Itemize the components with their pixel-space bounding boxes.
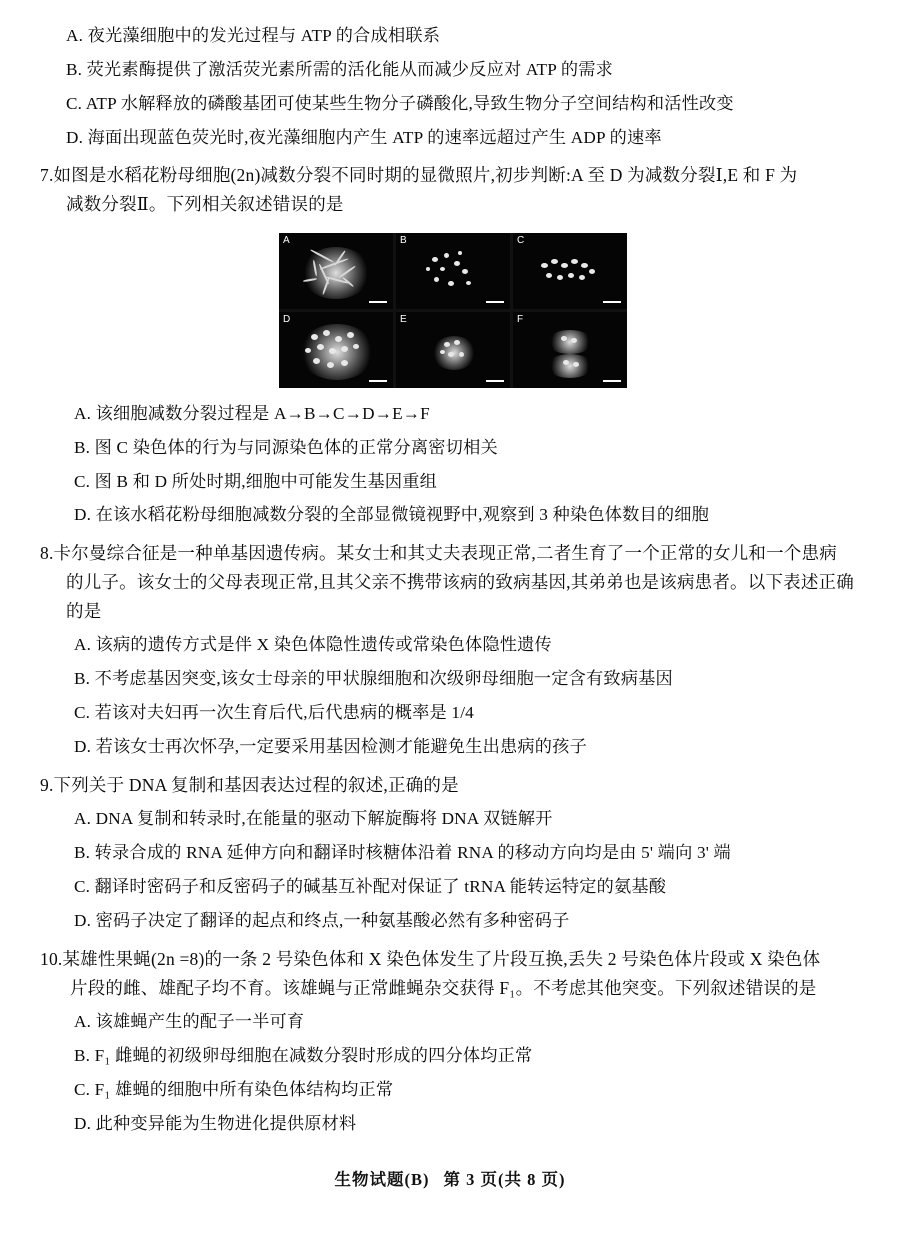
question-8-option-a: A. 该病的遗传方式是伴 X 染色体隐性遗传或常染色体隐性遗传 [74, 635, 552, 655]
panel-label: C [517, 234, 525, 246]
question-8-stem-line-1 [40, 539, 866, 568]
question-9-stem-text-1: 下列关于 DNA 复制和基因表达过程的叙述,正确的是 [53, 774, 459, 795]
question-10-stem-line-2: 片段的雌、雄配子均不育。该雄蝇与正常雌蝇杂交获得 F₁。不考虑其他突变。下列叙述错误的是 [70, 977, 817, 998]
question-7 [40, 161, 866, 529]
question-8-option-b: B. 不考虑基因突变,该女士母亲的甲状腺细胞和次级卵母细胞一定含有致病基因 [74, 669, 673, 689]
option-item: A. 夜光藻细胞中的发光过程与 ATP 的合成相联系 [66, 26, 441, 45]
micrograph-panel-d [279, 312, 393, 388]
question-10 [40, 945, 866, 1138]
option-item: D. 海面出现蓝色荧光时,夜光藻细胞内产生 ATP 的速率远超过产生 ADP 的速率 [66, 127, 662, 147]
micrograph-panel-b [396, 233, 510, 309]
panel-label: F [517, 313, 524, 325]
question-8 [40, 539, 866, 761]
question-10-option-d: D. 此种变异能为生物进化提供原材料 [74, 1113, 357, 1133]
question-9-option-c: C. 翻译时密码子和反密码子的碱基互补配对保证了 tRNA 能转运特定的氨基酸 [74, 877, 667, 897]
scale-bar [603, 380, 621, 382]
page-footer [0, 1166, 900, 1190]
scale-bar [369, 380, 387, 382]
question-9-stem-line-1 [40, 771, 866, 800]
question-8-stem-text-1: 卡尔曼综合征是一种单基因遗传病。某女士和其丈夫表现正常,二者生育了一个正常的女儿和一个患病 [53, 543, 837, 564]
question-7-stem-line-2: 减数分裂Ⅱ。下列相关叙述错误的是 [66, 194, 344, 215]
scale-bar [486, 301, 504, 303]
question-9-number: 9. [40, 774, 54, 795]
question-7-stem-line-1 [40, 161, 866, 190]
question-9 [40, 771, 866, 935]
question-7-stem-text-1: 如图是水稻花粉母细胞(2n)减数分裂不同时期的显微照片,初步判断:A 至 D 为减数分裂Ⅰ,E 和 F 为 [53, 165, 798, 186]
panel-label: A [283, 234, 290, 246]
carryover-options-block [40, 22, 866, 151]
question-10-option-c: C. F₁ 雄蝇的细胞中所有染色体结构均正常 [74, 1079, 394, 1099]
question-7-option-c: C. 图 B 和 D 所处时期,细胞中可能发生基因重组 [74, 471, 438, 491]
footer-page-number: 第 3 页(共 8 页) [443, 1170, 566, 1189]
option-item: C. ATP 水解释放的磷酸基团可使某些生物分子磷酸化,导致生物分子空间结构和活性改变 [66, 93, 734, 113]
panel-label: D [283, 313, 291, 325]
question-7-number: 7. [40, 165, 54, 186]
page-content [40, 22, 866, 1144]
scale-bar [486, 380, 504, 382]
question-9-option-d: D. 密码子决定了翻译的起点和终点,一种氨基酸必然有多种密码子 [74, 911, 570, 931]
option-item: B. 荧光素酶提供了激活荧光素所需的活化能从而减少反应对 ATP 的需求 [66, 59, 614, 79]
micrograph-figure [40, 233, 866, 388]
question-8-number: 8. [40, 543, 54, 564]
question-10-stem-line-1 [40, 945, 866, 974]
question-10-option-a: A. 该雄蝇产生的配子一半可育 [74, 1012, 305, 1032]
question-10-stem-text-1: 某雄性果蝇(2n =8)的一条 2 号染色体和 X 染色体发生了片段互换,丢失 2 号染色体片段或 X 染色体 [62, 948, 821, 969]
question-7-option-d: D. 在该水稻花粉母细胞减数分裂的全部显微镜视野中,观察到 3 种染色体数目的细胞 [74, 505, 710, 525]
question-9-option-b: B. 转录合成的 RNA 延伸方向和翻译时核糖体沿着 RNA 的移动方向均是由 5' 端向 3' 端 [74, 843, 731, 863]
micrograph-panel-c [513, 233, 627, 309]
question-7-option-a: A. 该细胞减数分裂过程是 A→B→C→D→E→F [74, 403, 430, 423]
scale-bar [369, 301, 387, 303]
question-8-stem-line-3: 的是 [66, 600, 102, 621]
micrograph-grid [279, 233, 627, 388]
micrograph-panel-e [396, 312, 510, 388]
question-8-option-c: C. 若该对夫妇再一次生育后代,后代患病的概率是 1/4 [74, 703, 474, 723]
question-8-option-d: D. 若该女士再次怀孕,一定要采用基因检测才能避免生出患病的孩子 [74, 736, 587, 756]
footer-subject: 生物试题(B) [334, 1170, 430, 1189]
panel-label: B [400, 234, 407, 246]
scale-bar [603, 301, 621, 303]
panel-label: E [400, 313, 407, 325]
micrograph-panel-f [513, 312, 627, 388]
question-7-option-b: B. 图 C 染色体的行为与同源染色体的正常分离密切相关 [74, 437, 498, 457]
question-8-stem-line-2: 的儿子。该女士的父母表现正常,且其父亲不携带该病的致病基因,其弟弟也是该病患者。以下表述正确 [66, 571, 854, 592]
question-10-option-b: B. F₁ 雌蝇的初级卵母细胞在减数分裂时形成的四分体均正常 [74, 1046, 533, 1066]
question-9-option-a: A. DNA 复制和转录时,在能量的驱动下解旋酶将 DNA 双链解开 [74, 809, 553, 829]
question-10-number: 10. [40, 948, 63, 969]
micrograph-panel-a [279, 233, 393, 309]
